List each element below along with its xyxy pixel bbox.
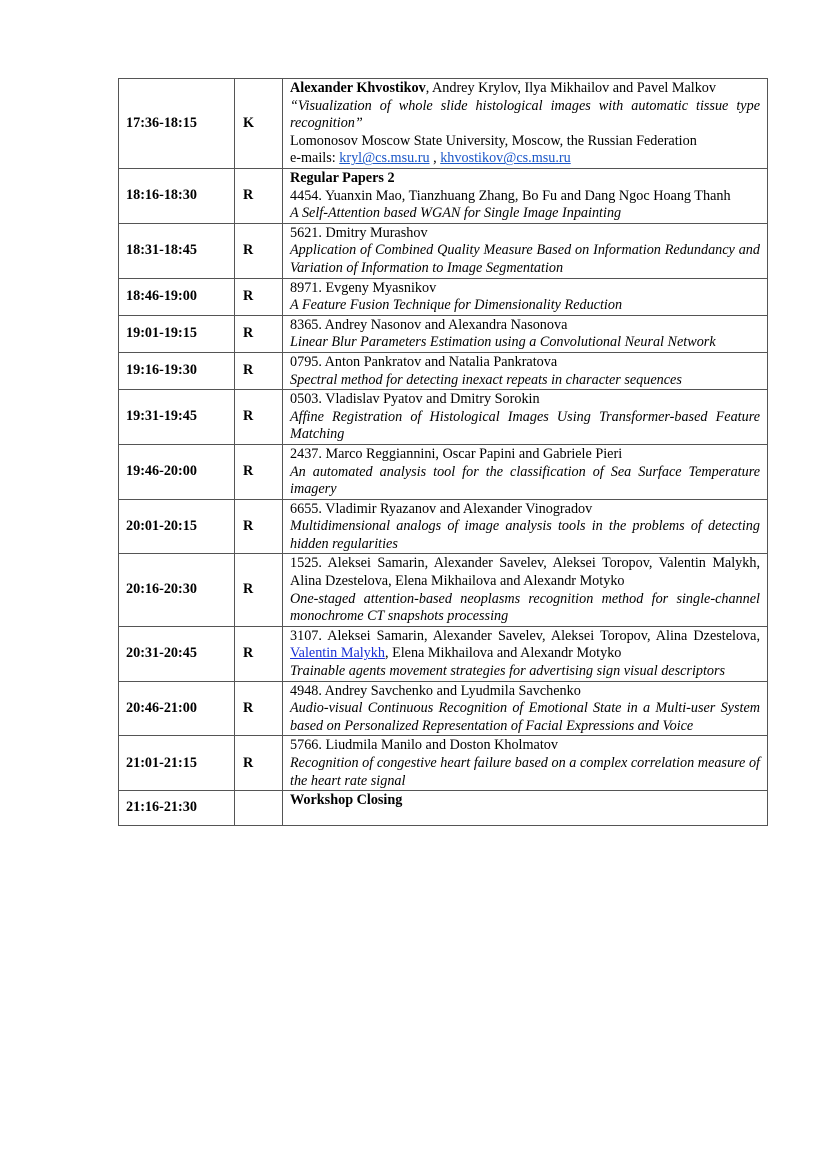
table-row xyxy=(119,554,768,626)
time-cell xyxy=(119,390,235,445)
schedule-table xyxy=(118,78,768,826)
paper-title: Trainable agents movement strategies for advertising sign visual descriptors xyxy=(290,663,726,680)
presentation-type: R xyxy=(243,581,254,598)
time-slot: 21:16-21:30 xyxy=(126,799,197,816)
content-cell xyxy=(283,223,768,278)
presentation-type: R xyxy=(243,241,254,258)
time-slot: 19:16-19:30 xyxy=(126,362,197,379)
time-slot: 21:01-21:15 xyxy=(126,754,197,771)
email-link[interactable]: khvostikov@cs.msu.ru xyxy=(440,150,571,167)
time-slot: 18:31-18:45 xyxy=(126,241,197,258)
keynote-coauthors: , Andrey Krylov, Ilya Mikhailov and Pavel Malkov xyxy=(425,80,716,96)
paper-authors: 0503. Vladislav Pyatov and Dmitry Sorokin xyxy=(290,391,540,408)
presentation-type: R xyxy=(243,408,254,425)
type-cell xyxy=(235,444,283,499)
presentation-type: R xyxy=(243,187,254,204)
paper-authors xyxy=(290,628,760,663)
emails-label: e-mails: xyxy=(290,150,340,167)
time-slot: 20:31-20:45 xyxy=(126,644,197,661)
time-cell xyxy=(119,352,235,389)
keynote-title: “Visualization of whole slide histological images with automatic tissue type recognition” xyxy=(290,97,760,132)
paper-authors: 8365. Andrey Nasonov and Alexandra Nasonova xyxy=(290,316,568,333)
presentation-type: R xyxy=(243,325,254,342)
table-row xyxy=(119,169,768,224)
content-cell xyxy=(283,352,768,389)
time-slot: 19:46-20:00 xyxy=(126,463,197,479)
time-cell xyxy=(119,736,235,791)
keynote-emails xyxy=(290,150,760,168)
table-row xyxy=(119,315,768,352)
content-cell xyxy=(283,79,768,169)
table-row xyxy=(119,791,768,826)
content-cell xyxy=(283,499,768,554)
table-row xyxy=(119,223,768,278)
paper-authors: 8971. Evgeny Myasnikov xyxy=(290,279,437,296)
presentation-type: R xyxy=(243,644,254,661)
type-cell xyxy=(235,169,283,224)
time-cell xyxy=(119,79,235,169)
email-separator: , xyxy=(429,150,441,167)
time-cell xyxy=(119,554,235,626)
keynote-lead-author: Alexander Khvostikov xyxy=(290,80,426,96)
presentation-type: R xyxy=(243,362,254,379)
time-slot: 17:36-18:15 xyxy=(126,114,197,131)
paper-authors: 5621. Dmitry Murashov xyxy=(290,224,428,241)
paper-title: Multidimensional analogs of image analysis tools in the problems of detecting hidden regularities xyxy=(290,518,760,552)
content-cell xyxy=(283,315,768,352)
time-cell xyxy=(119,499,235,554)
time-cell xyxy=(119,791,235,826)
table-row xyxy=(119,736,768,791)
table-row xyxy=(119,626,768,681)
time-cell xyxy=(119,278,235,315)
time-slot: 20:01-20:15 xyxy=(126,517,197,534)
table-row xyxy=(119,352,768,389)
table-row xyxy=(119,278,768,315)
keynote-affiliation: Lomonosov Moscow State University, Moscow, the Russian Federation xyxy=(290,132,697,149)
time-slot: 19:31-19:45 xyxy=(126,408,197,425)
presentation-type: K xyxy=(243,114,255,131)
keynote-authors xyxy=(290,80,760,98)
paper-title: An automated analysis tool for the classification of Sea Surface Temperature imagery xyxy=(290,463,760,498)
content-cell xyxy=(283,736,768,791)
table-row xyxy=(119,79,768,169)
presentation-type: R xyxy=(243,754,254,771)
content-cell xyxy=(283,169,768,224)
paper-authors: 1525. Aleksei Samarin, Alexander Savelev, Aleksei Toropov, Valentin Malykh, Alina Dzestelova, Elena Mikhailova and Alexandr Motyko xyxy=(290,555,760,590)
presentation-type: R xyxy=(243,463,254,479)
paper-title: Spectral method for detecting inexact repeats in character sequences xyxy=(290,371,682,388)
paper-title: Application of Combined Quality Measure Based on Information Redundancy and Variation of Information to Image Segmentation xyxy=(290,242,760,276)
paper-authors: 6655. Vladimir Ryazanov and Alexander Vinogradov xyxy=(290,500,593,517)
paper-title: Audio-visual Continuous Recognition of Emotional State in a Multi-user System based on Personalized Representation of Facial Expressions and Voice xyxy=(290,700,760,734)
time-cell xyxy=(119,169,235,224)
table-row xyxy=(119,444,768,499)
email-link[interactable]: kryl@cs.msu.ru xyxy=(339,150,430,167)
author-link[interactable]: Valentin Malykh xyxy=(290,645,385,662)
paper-authors: 5766. Liudmila Manilo and Doston Kholmatov xyxy=(290,737,558,754)
paper-title: A Feature Fusion Technique for Dimensionality Reduction xyxy=(290,297,623,314)
time-cell xyxy=(119,444,235,499)
content-cell xyxy=(283,554,768,626)
time-cell xyxy=(119,223,235,278)
presentation-type: R xyxy=(243,287,254,304)
authors-part: , Elena Mikhailova and Alexandr Motyko xyxy=(384,645,622,662)
presentation-type: R xyxy=(243,517,254,534)
paper-title: Recognition of congestive heart failure based on a complex correlation measure of the heart rate signal xyxy=(290,755,760,789)
paper-title: Affine Registration of Histological Images Using Transformer-based Feature Matching xyxy=(290,408,760,443)
time-cell xyxy=(119,315,235,352)
type-cell xyxy=(235,352,283,389)
content-cell xyxy=(283,278,768,315)
type-cell xyxy=(235,315,283,352)
table-row xyxy=(119,681,768,736)
time-slot: 18:16-18:30 xyxy=(126,187,197,204)
content-cell xyxy=(283,444,768,499)
time-slot: 20:46-21:00 xyxy=(126,699,197,716)
presentation-type: R xyxy=(243,699,254,716)
time-slot: 19:01-19:15 xyxy=(126,325,197,342)
table-row xyxy=(119,499,768,554)
paper-title: Linear Blur Parameters Estimation using a Convolutional Neural Network xyxy=(290,334,716,351)
content-cell xyxy=(283,626,768,681)
time-cell xyxy=(119,626,235,681)
content-cell xyxy=(283,681,768,736)
paper-title: One-staged attention-based neoplasms recognition method for single-channel monochrome CT snapshots processing xyxy=(290,590,760,625)
type-cell xyxy=(235,223,283,278)
content-cell xyxy=(283,791,768,826)
time-slot: 18:46-19:00 xyxy=(126,287,197,304)
paper-authors: 4948. Andrey Savchenko and Lyudmila Savchenko xyxy=(290,682,581,699)
session-title: Regular Papers 2 xyxy=(290,170,395,186)
type-cell xyxy=(235,499,283,554)
paper-authors: 4454. Yuanxin Mao, Tianzhuang Zhang, Bo Fu and Dang Ngoc Hoang Thanh xyxy=(290,187,731,204)
type-cell xyxy=(235,736,283,791)
table-row xyxy=(119,390,768,445)
content-cell xyxy=(283,390,768,445)
type-cell xyxy=(235,554,283,626)
type-cell xyxy=(235,791,283,826)
type-cell xyxy=(235,681,283,736)
paper-authors: 2437. Marco Reggiannini, Oscar Papini and Gabriele Pieri xyxy=(290,445,623,462)
type-cell xyxy=(235,278,283,315)
type-cell xyxy=(235,390,283,445)
time-slot: 20:16-20:30 xyxy=(126,581,197,598)
type-cell xyxy=(235,79,283,169)
authors-part: 3107. Aleksei Samarin, Alexander Savelev, Aleksei Toropov, Alina Dzestelova, xyxy=(290,627,760,644)
paper-authors: 0795. Anton Pankratov and Natalia Pankratova xyxy=(290,353,558,370)
time-cell xyxy=(119,681,235,736)
session-title: Workshop Closing xyxy=(290,792,403,809)
paper-title: A Self-Attention based WGAN for Single Image Inpainting xyxy=(290,205,622,222)
type-cell xyxy=(235,626,283,681)
